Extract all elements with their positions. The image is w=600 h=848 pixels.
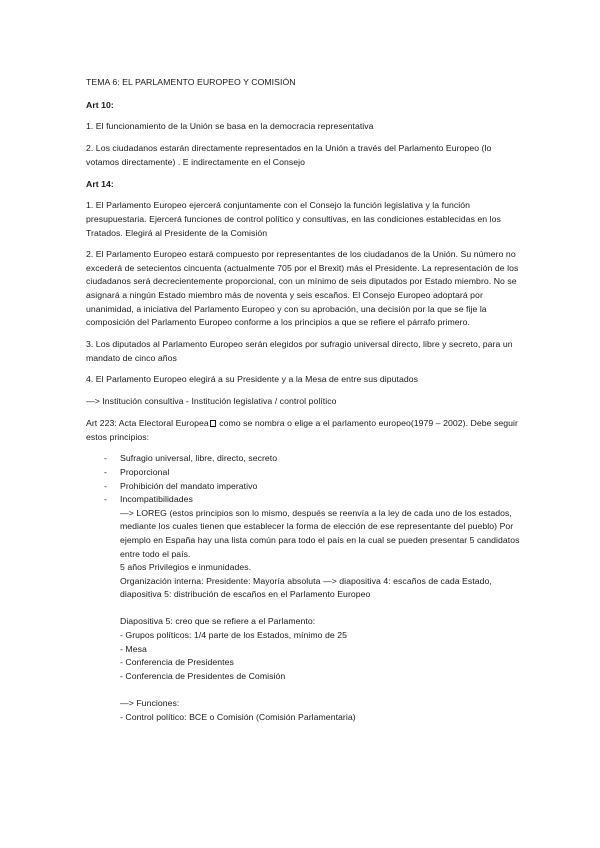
art10-paragraph-2: 2. Los ciudadanos estarán directamente representados en la Unión a través del Parlamento Europeo (lo votamos directamente) . E indirectamente en el Consejo bbox=[86, 143, 492, 167]
spacer bbox=[120, 602, 522, 616]
list-item-text: Prohibición del mandato imperativo bbox=[120, 480, 258, 491]
document-body bbox=[86, 76, 522, 724]
dash-bullet: - bbox=[104, 453, 107, 464]
dash-bullet: - bbox=[104, 466, 107, 477]
art223-intro-end: como se nombra o elige a el parlamento europeo(1979 – 2002). Debe seguir estos principios: bbox=[86, 417, 518, 442]
page-title: TEMA 6: EL PARLAMENTO EUROPEO Y COMISIÓN bbox=[86, 77, 296, 87]
principles-list bbox=[86, 452, 522, 506]
art14-heading: Art 14: bbox=[86, 178, 114, 189]
list-item-text: Proporcional bbox=[120, 466, 170, 477]
art223-intro-start: Art 223: Acta Electoral Europea bbox=[86, 417, 209, 428]
diapositiva-line: - Mesa bbox=[120, 643, 147, 654]
internal-organization-note: Organización interna: Presidente: Mayoría absoluta —> diapositiva 4: escaños de cada Estado, diapositiva 5: distribución de escaños en el Parlamento Europeo bbox=[120, 575, 492, 600]
missing-glyph-icon bbox=[210, 420, 216, 427]
art223-intro bbox=[86, 417, 522, 444]
diapositiva-line: - Conferencia de Presidentes de Comisión bbox=[120, 670, 286, 681]
list-item bbox=[86, 466, 522, 480]
dash-bullet: - bbox=[104, 494, 107, 505]
list-item bbox=[86, 452, 522, 466]
diapositiva-line: - Conferencia de Presidentes bbox=[120, 657, 234, 668]
dash-bullet: - bbox=[104, 480, 107, 491]
art14-paragraph-3: 3. Los diputados al Parlamento Europeo serán elegidos por sufragio universal directo, libre y secreto, para un mandato de cinco años bbox=[86, 339, 513, 363]
list-item bbox=[86, 493, 522, 507]
spacer bbox=[120, 683, 522, 697]
privileges-note: 5 años Privilegios e inmunidades. bbox=[120, 562, 252, 573]
art10-paragraph-1: 1. El funcionamiento de la Unión se basa en la democracia representativa bbox=[86, 121, 374, 132]
list-item bbox=[86, 480, 522, 494]
art14-paragraph-4: 4. El Parlamento Europeo elegirá a su Presidente y a la Mesa de entre sus diputados bbox=[86, 374, 419, 385]
loreg-note: —> LOREG (estos principios son lo mismo, después se reenvía a la ley de cada uno de los estados, mediante los cuales tienen que establecer la forma de elección de ese representante del pueblo) Por ejemplo en España hay una lista común para todo el país en la cual se pueden presentar 5 candidatos entre todo el país. bbox=[120, 507, 520, 559]
art14-summary: —> Institución consultiva - Institución legislativa / control político bbox=[86, 396, 337, 407]
art14-paragraph-2: 2. El Parlamento Europeo estará compuesto por representantes de los ciudadanos de la Unión. Su número no excederá de setecientos cincuenta (actualmente 705 por el Brexit) más el Presidente. La representación de los ciudadanos será decrecientemente proporcional, con un mínimo de seis diputados por Estado miembro. No se asignará a ningún Estado miembro más de noventa y seis escaños. El Consejo Europeo adoptará por unanimidad, a iniciativa del Parlamento Europeo y con su aprobación, una decisión por la que se fije la composición del Parlamento Europeo conforme a los principios a que se refiere el párrafo primero. bbox=[86, 249, 519, 328]
diapositiva-line: - Grupos políticos: 1/4 parte de los Estados, mínimo de 25 bbox=[120, 630, 347, 641]
funciones-heading: —> Funciones: bbox=[120, 698, 180, 709]
art14-paragraph-1: 1. El Parlamento Europeo ejercerá conjuntamente con el Consejo la función legislativa y la función presupuestaria. Ejercerá funciones de control político y consultivas, en las condiciones establecidas en los Tratados. Elegirá al Presidente de la Comisión bbox=[86, 200, 501, 238]
list-item-text: Sufragio universal, libre, directo, secreto bbox=[120, 453, 278, 464]
diapositiva-heading: Diapositiva 5: creo que se refiere a el Parlamento: bbox=[120, 616, 316, 627]
art10-heading: Art 10: bbox=[86, 99, 114, 110]
funciones-line: - Control político: BCE o Comisión (Comisión Parlamentaria) bbox=[120, 711, 356, 722]
incompatibilidades-block bbox=[86, 507, 522, 725]
list-item-text: Incompatibilidades bbox=[120, 494, 193, 505]
